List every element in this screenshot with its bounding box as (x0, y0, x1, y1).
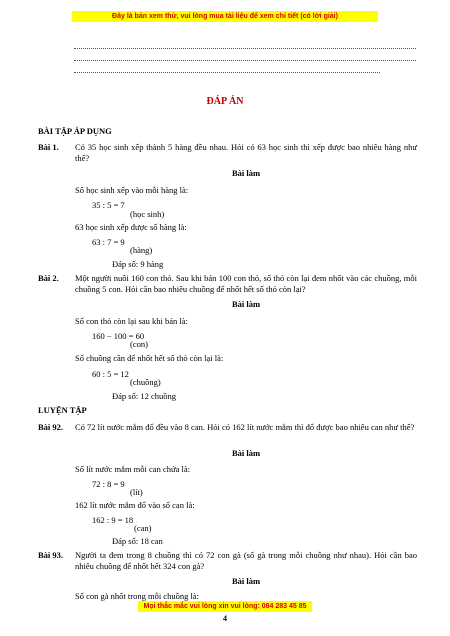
solution-step: 162 lít nước mắm đổ vào số can là: (75, 500, 195, 510)
unit-label: (chuồng) (130, 377, 161, 387)
solution-label: Bài làm (231, 168, 261, 178)
section-heading: BÀI TẬP ÁP DỤNG (38, 126, 112, 136)
solution-step: Số lít nước mắm mỗi can chứa là: (75, 464, 190, 474)
answer-line: Đáp số: 9 hàng (112, 259, 164, 269)
solution-step: 63 học sinh xếp được số hàng là: (75, 222, 187, 232)
solution-step: Số chuồng cần để nhốt hết số thỏ còn lại là: (75, 353, 224, 363)
page-title: ĐÁP ÁN (206, 96, 244, 107)
solution-label: Bài làm (231, 448, 261, 458)
unit-label: (con) (130, 339, 148, 349)
problem-label: Bài 93. (38, 550, 64, 560)
unit-label: (can) (134, 523, 152, 533)
dotted-line (74, 60, 416, 61)
problem-text: Có 72 lít nước mắm đổ đều vào 8 can. Hỏi có 162 lít nước mắm thì đổ được bao nhiêu can như thế? (75, 422, 415, 432)
page-number: 4 (223, 614, 227, 623)
solution-label: Bài làm (231, 299, 261, 309)
solution-step: Số học sinh xếp vào mỗi hàng là: (75, 185, 189, 195)
math-expression: 72 : 8 = 9 (92, 479, 125, 489)
math-expression: 60 : 5 = 12 (92, 369, 129, 379)
problem-text: Một người nuôi 160 con thỏ. Sau khi bán 100 con thỏ, số thỏ còn lại đem nhốt vào các chuồng, mỗi chuồng 5 con. Hỏi cần bao nhiêu chuồng để nhốt hết số thỏ còn lại? (75, 273, 417, 294)
solution-step: Số con gà nhốt trong mỗi chuồng là: (75, 591, 199, 601)
solution-label: Bài làm (231, 576, 261, 586)
math-expression: 63 : 7 = 9 (92, 237, 125, 247)
answer-line: Đáp số: 12 chuồng (112, 391, 176, 401)
math-expression: 160 − 100 = 60 (92, 331, 145, 341)
dotted-line (74, 48, 416, 49)
section-heading: LUYỆN TẬP (38, 405, 87, 415)
math-expression: 35 : 5 = 7 (92, 200, 125, 210)
problem-label: Bài 92. (38, 422, 64, 432)
problem-label: Bài 2. (38, 273, 59, 283)
problem-text: Người ta đem trong 8 chuồng thì có 72 con gà (số gà trong mỗi chuồng như nhau). Hỏi cần bao nhiêu chuồng để nhốt hết 324 con gà? (75, 550, 417, 571)
math-expression: 162 : 9 = 18 (92, 515, 134, 525)
answer-line: Đáp số: 18 can (112, 536, 163, 546)
unit-label: (học sinh) (130, 209, 165, 219)
unit-label: (lít) (130, 487, 143, 497)
problem-label: Bài 1. (38, 142, 59, 152)
contact-banner: Mọi thắc mắc vui lòng xin vui lòng: 084 283 45 85 (138, 601, 312, 612)
dotted-line (74, 72, 380, 73)
preview-banner: Đây là bản xem thử, vui lòng mua tài liệu để xem chi tiết (có lời giải) (72, 11, 378, 22)
solution-step: Số con thỏ còn lại sau khi bán là: (75, 316, 188, 326)
unit-label: (hàng) (130, 245, 153, 255)
problem-text: Có 35 học sinh xếp thành 5 hàng đều nhau. Hỏi có 63 học sinh thì xếp được bao nhiêu hàng như thế? (75, 142, 417, 163)
